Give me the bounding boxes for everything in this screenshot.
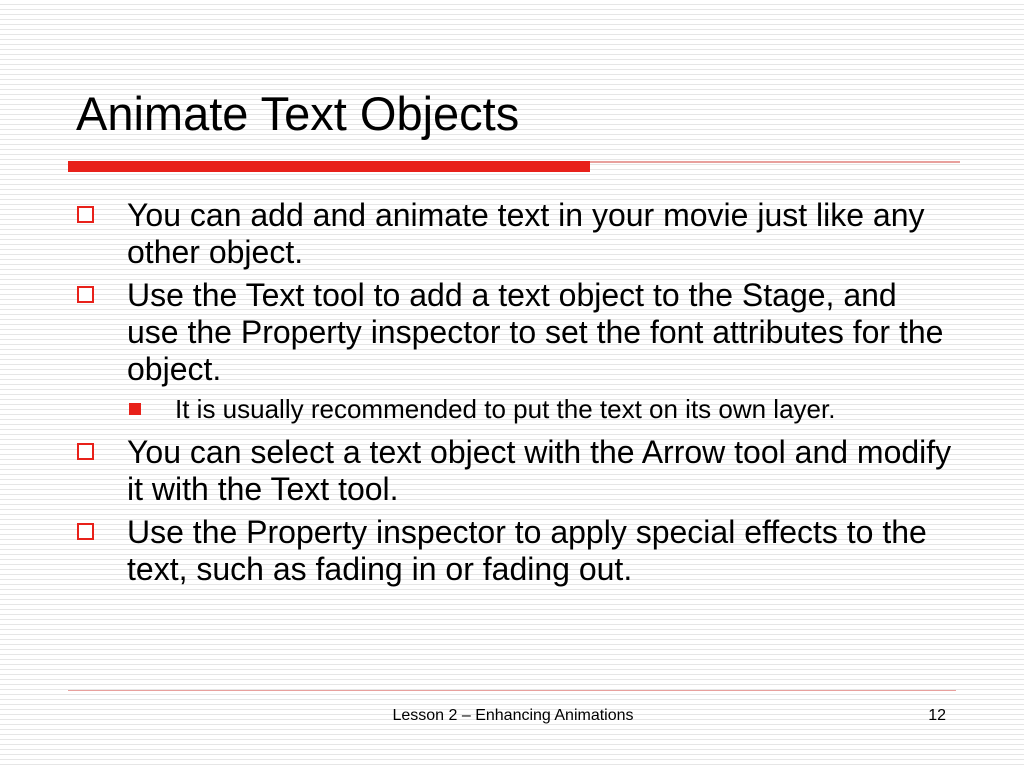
bullet-text: You can select a text object with the Arrow tool and modify it with the Text tool. (127, 434, 952, 507)
sub-bullet-item (76, 394, 956, 425)
bullet-text: Use the Property inspector to apply special effects to the text, such as fading in or fading out. (127, 514, 927, 587)
sub-bullet-text: It is usually recommended to put the text on its own layer. (175, 394, 836, 424)
footer-divider (68, 690, 956, 691)
title-underline-thin (590, 161, 960, 163)
bullet-item (76, 514, 956, 588)
page-number: 12 (928, 707, 946, 724)
bullet-text: You can add and animate text in your movie just like any other object. (127, 197, 925, 270)
hollow-square-bullet-icon (77, 286, 94, 303)
bullet-item (76, 277, 956, 388)
filled-square-bullet-icon (129, 403, 141, 415)
hollow-square-bullet-icon (77, 206, 94, 223)
title-underline-thick (68, 161, 590, 172)
footer-lesson-title: Lesson 2 – Enhancing Animations (392, 707, 634, 724)
bullet-list (76, 197, 956, 594)
bullet-text: Use the Text tool to add a text object to the Stage, and use the Property inspector to set the font attributes for the object. (127, 277, 944, 387)
slide-title: Animate Text Objects (76, 87, 520, 140)
hollow-square-bullet-icon (77, 443, 94, 460)
bullet-item (76, 197, 956, 271)
hollow-square-bullet-icon (77, 523, 94, 540)
bullet-item (76, 434, 956, 508)
